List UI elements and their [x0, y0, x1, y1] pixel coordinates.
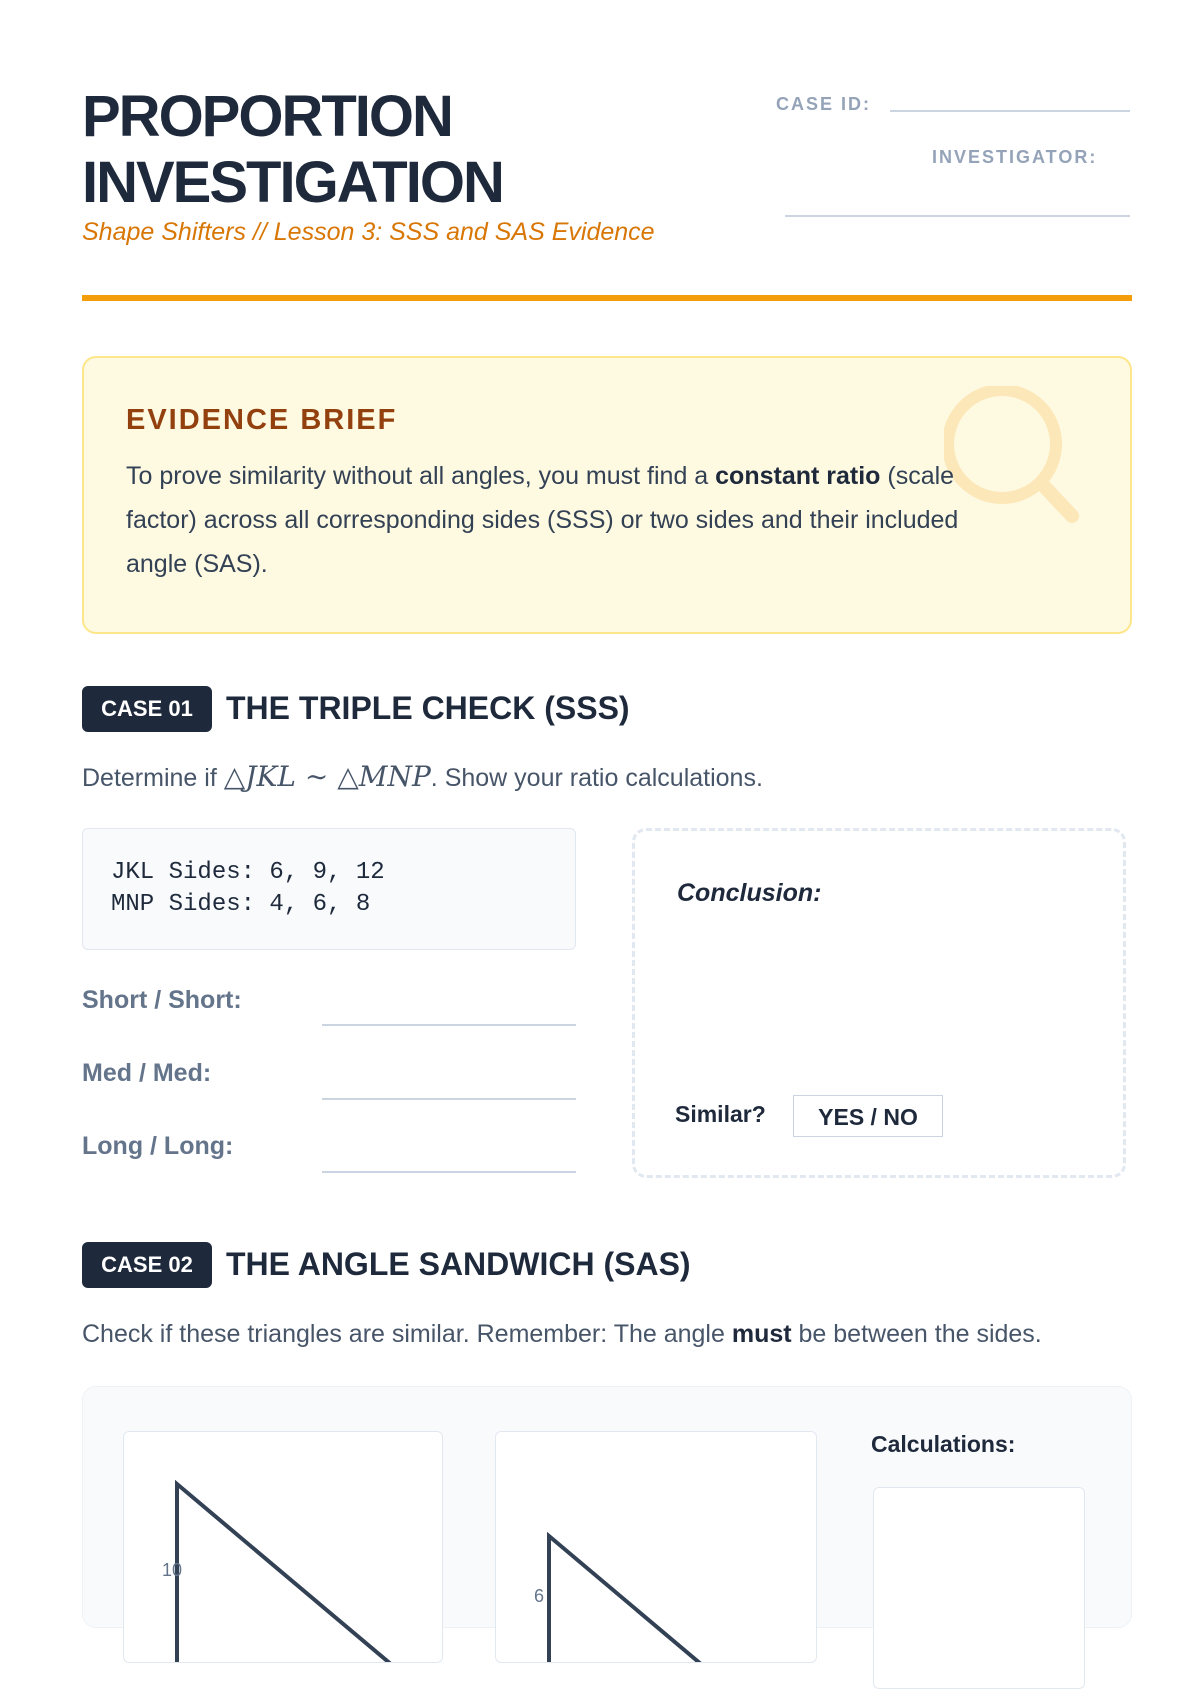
investigator-field[interactable]: [785, 215, 1130, 217]
jkl-sides: JKL Sides: 6, 9, 12: [111, 859, 385, 886]
mnp-sides: MNP Sides: 4, 6, 8: [111, 891, 371, 918]
triangle-card-2: [495, 1431, 817, 1663]
investigator-label: INVESTIGATOR:: [932, 147, 1098, 167]
triangle-1-diagram: [124, 1432, 442, 1662]
sas-diagram-panel: [82, 1386, 1132, 1628]
case-01-badge: CASE 01: [82, 686, 212, 732]
triangle-1: [177, 1484, 424, 1662]
header-divider: [82, 295, 1132, 301]
case-01-instructions: Determine if △JKL ∼ △MNP. Show your ratio calculations.: [82, 760, 763, 793]
brief-key-term: constant ratio: [715, 462, 881, 490]
ratio-answer-short[interactable]: [322, 1024, 576, 1026]
similarity-statement: △JKL ∼ △MNP: [223, 760, 431, 793]
ratio-answer-medium[interactable]: [322, 1098, 576, 1100]
page-subtitle: Shape Shifters // Lesson 3: SSS and SAS Evidence: [82, 218, 655, 246]
conclusion-label: Conclusion:: [677, 879, 822, 907]
calculations-label: Calculations:: [871, 1431, 1016, 1457]
calculations-box[interactable]: [873, 1487, 1085, 1689]
case-02-badge: CASE 02: [82, 1242, 212, 1288]
yes-no-choice[interactable]: YES / NO: [793, 1095, 943, 1137]
brief-title: EVIDENCE BRIEF: [126, 404, 398, 436]
brief-text: To prove similarity without all angles, you must find a constant ratio (scale factor) across all corresponding sides (SSS) or two sides and their included angle (SAS).: [126, 462, 959, 578]
worksheet-page: [82, 0, 1132, 1606]
case-id-label: CASE ID:: [776, 94, 872, 114]
triangle-2: [549, 1536, 746, 1662]
emphasis-must: must: [731, 1320, 792, 1348]
case-01-title: THE TRIPLE CHECK (SSS): [226, 690, 630, 726]
triangle-1-side-label: 10: [162, 1560, 183, 1580]
page-title: [82, 84, 503, 216]
ratio-label-short: Short / Short:: [82, 986, 242, 1014]
triangle-card-1: [123, 1431, 443, 1663]
similar-label: Similar?: [675, 1101, 766, 1127]
case-02-instructions: Check if these triangles are similar. Remember: The angle must be between the sides.: [82, 1320, 1042, 1348]
case-02-title: THE ANGLE SANDWICH (SAS): [226, 1246, 691, 1282]
evidence-brief: [82, 356, 1132, 634]
conclusion-box[interactable]: [632, 828, 1126, 1178]
given-sides-box: [82, 828, 576, 950]
ratio-answer-long[interactable]: [322, 1171, 576, 1173]
ratio-label-medium: Med / Med:: [82, 1059, 212, 1087]
title-line-1: PROPORTION: [82, 84, 452, 149]
triangle-2-side-label: 6: [534, 1586, 545, 1606]
case-id-field[interactable]: [890, 110, 1130, 112]
triangle-2-diagram: [496, 1432, 816, 1662]
title-line-2: INVESTIGATION: [82, 150, 503, 215]
ratio-label-long: Long / Long:: [82, 1132, 234, 1160]
